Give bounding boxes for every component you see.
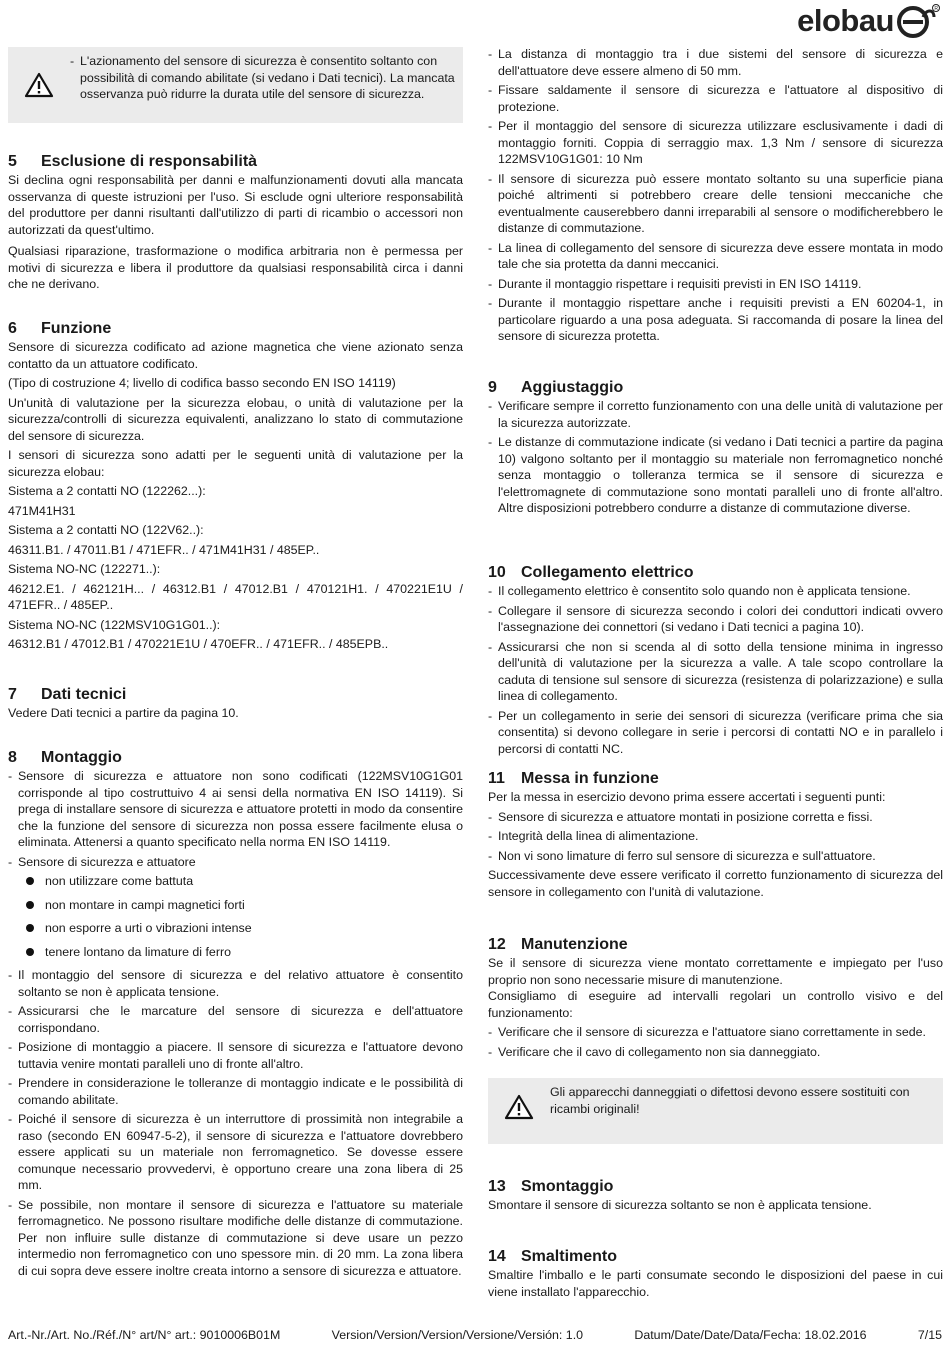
section-11-text-1: Per la messa in esercizio devono prima essere accertati i seguenti punti:	[488, 790, 886, 804]
section-7	[8, 685, 463, 725]
list-item: - Per un collegamento in serie dei sensori di sicurezza (verificare prima che sia consentita) si devono collegare in serie i percorsi di contatti NO e in parallelo i percorsi di contatti NC.	[488, 708, 943, 756]
section-10-heading: 10 Collegamento elettrico	[488, 564, 694, 581]
article-number: Art.-Nr./Art. No./Réf./N° art/N° art.: 9010006B01M	[8, 1328, 281, 1342]
section-6	[8, 319, 463, 656]
section-8	[8, 748, 463, 1282]
list-item: - Fissare saldamente il sensore di sicurezza e l'attuatore al dispositivo di protezione.	[488, 83, 943, 114]
section-7-heading: 7 Dati tecnici	[8, 686, 127, 703]
list-item: - Il sensore di sicurezza può essere montato soltanto su una superficie piana poiché altrimenti si potrebbero creare delle tensioni meccaniche che eventualmente causerebbero danni irreparabili al sensore o modificherebbero le distanze di commutazione.	[488, 171, 943, 235]
section-8-continued	[488, 46, 943, 348]
section-5	[8, 152, 463, 296]
list-item: - Il montaggio del sensore di sicurezza e del relativo attuatore è consentito soltanto se non è applicata tensione.	[8, 968, 463, 999]
section-9	[488, 378, 943, 520]
logo-text: elobau	[797, 2, 894, 38]
list-item: - La distanza di montaggio tra i due sistemi del sensore di sicurezza e dell'attuatore deve essere almeno di 50 mm.	[488, 47, 943, 78]
section-6-text-3: Un'unità di valutazione per la sicurezza elobau, o unità di valutazione per la sicurezza/controlli di sicurezza equivalenti, analizzano lo stato di commutazione del sensore di sicurezza.	[8, 395, 463, 443]
section-11-heading: 11 Messa in funzione	[488, 770, 659, 787]
bullet-icon	[26, 924, 34, 932]
system-line-4: 46311.B1. / 47011.B1 / 471EFR.. / 471M41H31 / 485EP..	[8, 542, 320, 557]
section-13	[488, 1177, 943, 1217]
bullet-icon	[26, 901, 34, 909]
section-14	[488, 1247, 943, 1303]
list-item: - La linea di collegamento del sensore di sicurezza deve essere montata in modo tale che sia protetta da danni meccanici.	[488, 240, 943, 271]
list-item: - Assicurarsi che non si scenda al di sotto della tensione minima in ingresso dell'unità di valutazione per la sicurezza a valle. A tale scopo controllare la caduta di tensione sul sensore di sicurezza (resistenza di polarizzazione) e sulla linea di collegamento.	[488, 639, 943, 703]
list-item: - Sensore di sicurezza e attuatore montati in posizione corretta e fissi.	[488, 809, 873, 824]
section-14-heading: 14 Smaltimento	[488, 1248, 618, 1265]
system-line-2: 471M41H31	[8, 503, 76, 518]
section-12-text-2: Consigliamo di eseguire ad intervalli regolari un controllo visivo e del funzionamento:	[488, 989, 943, 1020]
section-12-heading: 12 Manutenzione	[488, 936, 628, 953]
list-item: - Durante il montaggio rispettare anche i requisiti previsti a EN 60204-1, in particolare riguardo a una posa adeguata. Si raccomanda di posare la linea del sensore di sicurezza protetta.	[488, 296, 943, 343]
section-14-text: Smaltire l'imballo e le parti consumate secondo le disposizioni del paese in cui viene installato l'apparecchio.	[488, 1268, 943, 1299]
section-7-text: Vedere Dati tecnici a partire da pagina 10.	[8, 706, 239, 720]
section-6-heading: 6 Funzione	[8, 320, 112, 337]
list-item: - Per il montaggio del sensore di sicurezza utilizzare esclusivamente i dadi di montaggio forniti. Coppia di serraggio max. 1,3 Nm / sensore di sicurezza 122MSV10G1G01: 10 Nm	[488, 119, 943, 166]
elobau-logo	[797, 3, 940, 39]
list-item: - Sensore di sicurezza e attuatore non sono codificati (122MSV10G1G01 corrisponde al tipo costruttuivo 4 ai sensi della normativa EN ISO 14119). Si prega di installare sensore di sicurezza e attuatore protetti in modo da consentire che la funzione del sensore di sicurezza non possa essere facilmente elusa o eliminata. Attenersi a quanto specificato nella norma EN ISO 14119.	[8, 769, 463, 849]
warning-icon	[8, 47, 70, 123]
section-11-text-2: Successivamente deve essere verificato il corretto funzionamento di sicurezza del sensore in collegamento con l'unità di valutazione.	[488, 868, 943, 899]
warning-box-maintenance	[488, 1078, 943, 1144]
page-footer	[8, 1327, 942, 1344]
list-item: - Verificare sempre il corretto funzionamento con una delle unità di valutazione per la sicurezza autorizzate.	[488, 399, 943, 430]
system-line-8: 46312.B1 / 47012.B1 / 470221E1U / 470EFR.. / 471EFR.. / 485EPB..	[8, 637, 389, 651]
list-item: - Integrità della linea di alimentazione.	[488, 829, 699, 843]
list-item: - Prendere in considerazione le tolleranze di montaggio indicate e le possibilità di comando abilitate.	[8, 1076, 463, 1107]
bullet-item: non utilizzare come battuta	[26, 873, 463, 890]
bullet-icon	[26, 948, 34, 956]
list-item: - Sensore di sicurezza e attuatore	[8, 854, 196, 869]
date-info: Datum/Date/Date/Data/Fecha: 18.02.2016	[634, 1328, 867, 1342]
list-item: - Non vi sono limature di ferro sul sensore di sicurezza e sull'attuatore.	[488, 848, 876, 863]
section-5-text-1: Si declina ogni responsabilità per danni e malfunzionamenti dovuti alla mancata osservanza di queste istruzioni per l'uso. Si esclude ogni ulteriore responsabilità del produttore per danni risultanti dall'utilizzo di parti di ricambio o accessori non autorizzati da quest'ultimo.	[8, 173, 463, 237]
elobau-e-icon	[896, 3, 940, 39]
warning-text-top: - L'azionamento del sensore di sicurezza è consentito soltanto con possibilità di comando abilitate (si vedano i Dati tecnici). La mancata osservanza può ridurre la durata utile del sensore di sicurezza.	[70, 54, 455, 101]
warning-icon	[488, 1078, 550, 1144]
list-item: - Se possibile, non montare il sensore di sicurezza e l'attuatore su materiale ferromagnetico. Ne possono risultare modifiche delle distanze di commutazione. Per non influire sulle distanze di commutazione si deve usare un pezzo intermedio non ferromagnetico con uno spessore min. di 20 mm. La zona libera di cui sopra deve essere inoltre creata intorno a sensore di sicurezza e attuatore.	[8, 1197, 463, 1278]
list-item: - Poiché il sensore di sicurezza è un interruttore di prossimità non integrabile a raso (secondo EN 60947-5-2), il sensore di sicurezza e l'attuatore dovrebbero essere applicati su un materiale non ferromagnetico. Se dovesse essere comunque necessario provvedervi, è opportuno creare una zona libera di 25 mm.	[8, 1112, 463, 1192]
bullet-item: non montare in campi magnetici forti	[26, 897, 463, 914]
section-6-text-4: I sensori di sicurezza sono adatti per le seguenti unità di valutazione per la sicurezza elobau:	[8, 448, 463, 479]
list-item: - Collegare il sensore di sicurezza secondo i colori dei conduttori indicati ovvero l'assegnazione dei connettori (si vedano i Dati tecnici a pagina 10).	[488, 603, 943, 634]
section-10	[488, 563, 943, 760]
section-5-text-2: Qualsiasi riparazione, trasformazione o modifica arbitraria non è permessa per motivi di sicurezza e libera il produttore da qualsiasi responsabilità circa i danni che ne derivano.	[8, 244, 463, 291]
svg-text:R: R	[934, 6, 939, 12]
section-12-text-1: Se il sensore di sicurezza viene montato correttamente e impiegato per l'uso proprio non sono necessarie misure di manutenzione.	[488, 956, 943, 987]
system-line-5: Sistema NO-NC (122271..):	[8, 562, 161, 576]
system-line-1: Sistema a 2 contatti NO (122262...):	[8, 484, 206, 498]
bullet-item: tenere lontano da limature di ferro	[26, 944, 463, 961]
list-item: - Le distanze di commutazione indicate (si vedano i Dati tecnici a partire da pagina 10) valgono soltanto per il montaggio su materiale non ferromagnetico nonché senza montaggio o tolleranza termica se il sensore di sicurezza e l'elettromagnete di commutazione sono montati paralleli uno di fronte all'altro. Altre disposizioni potrebbero condurre a distanze di commutazione diverse.	[488, 435, 943, 515]
page-number: 7/15	[917, 1328, 942, 1342]
section-9-heading: 9 Aggiustaggio	[488, 379, 624, 396]
section-6-text-1: Sensore di sicurezza codificato ad azione magnetica che viene azionato senza contatto da un attuatore codificato.	[8, 340, 463, 371]
system-line-3: Sistema a 2 contatti NO (122V62..):	[8, 523, 204, 537]
list-item: - Il collegamento elettrico è consentito solo quando non è applicata tensione.	[488, 584, 911, 598]
bullet-icon	[26, 877, 34, 885]
section-5-heading: 5 Esclusione di responsabilità	[8, 153, 258, 170]
system-line-6: 46212.E1. / 462121H... / 46312.B1 / 47012.B1 / 470121H1. / 470221E1U / 471EFR.. / 485EP..	[8, 581, 463, 612]
section-12	[488, 935, 943, 1063]
warning-box-top	[8, 47, 463, 123]
section-6-text-2: (Tipo di costruzione 4; livello di codifica basso secondo EN ISO 14119)	[8, 376, 396, 390]
section-8-heading: 8 Montaggio	[8, 749, 122, 766]
section-11	[488, 769, 943, 903]
system-line-7: Sistema NO-NC (122MSV10G1G01..):	[8, 617, 221, 632]
section-13-heading: 13 Smontaggio	[488, 1178, 614, 1195]
list-item: - Posizione di montaggio a piacere. Il sensore di sicurezza e l'attuatore devono tuttavia venire montati paralleli uno di fronte all'altro.	[8, 1040, 463, 1071]
list-item: - Durante il montaggio rispettare i requisiti previsti in EN ISO 14119.	[488, 276, 862, 291]
section-13-text: Smontare il sensore di sicurezza soltanto se non è applicata tensione.	[488, 1198, 872, 1212]
list-item: - Verificare che il cavo di collegamento non sia danneggiato.	[488, 1044, 821, 1059]
list-item: - Verificare che il sensore di sicurezza e l'attuatore siano correttamente in sede.	[488, 1025, 926, 1039]
list-item: - Assicurarsi che le marcature del sensore di sicurezza e dell'attuatore corrispondano.	[8, 1004, 463, 1035]
warning-text-maintenance: Gli apparecchi danneggiati o difettosi devono essere sostituiti con ricambi originali!	[550, 1085, 910, 1116]
bullet-item: non esporre a urti o vibrazioni intense	[26, 920, 463, 937]
version-info: Version/Version/Version/Versione/Versión: 1.0	[331, 1328, 584, 1342]
